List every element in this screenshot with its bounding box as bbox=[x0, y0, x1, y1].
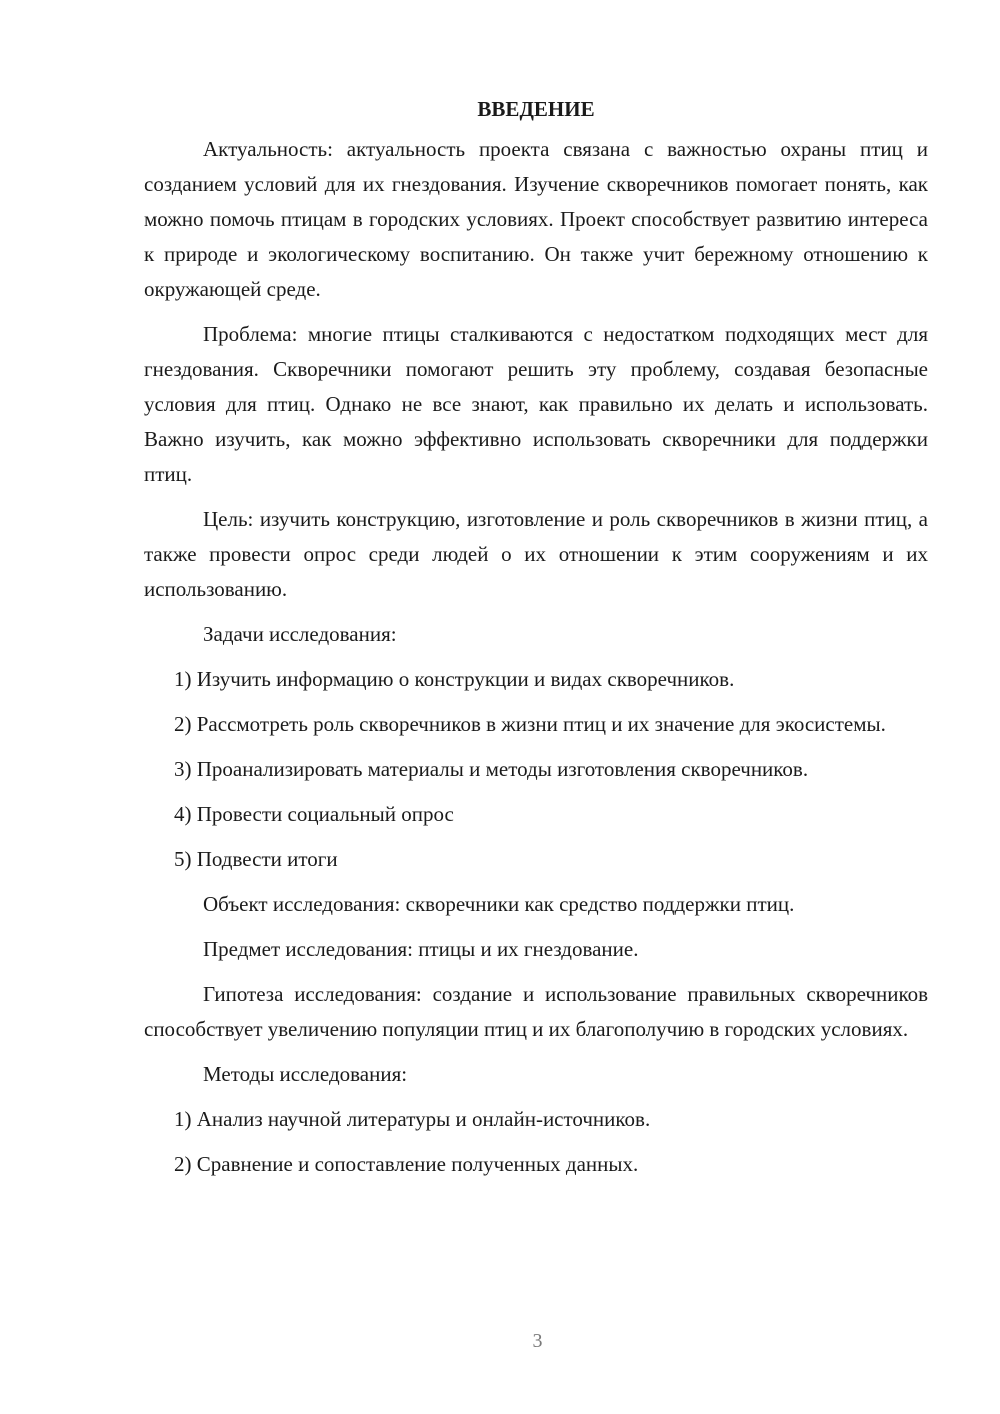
problem-paragraph: Проблема: многие птицы сталкиваются с недостатком подходящих мест для гнездования. Скворечники помогают решить эту проблему, создавая безопасные условия для птиц. Однако не все знают, как правильно их делать и использовать. Важно изучить, как можно эффективно использовать скворечники для поддержки птиц. bbox=[144, 322, 928, 486]
section-heading: ВВЕДЕНИЕ bbox=[477, 97, 595, 121]
document-page bbox=[144, 88, 928, 1192]
task-item-4: 4) Провести социальный опрос bbox=[174, 802, 454, 826]
task-item-5: 5) Подвести итоги bbox=[174, 847, 338, 871]
task-item-2: 2) Рассмотреть роль скворечников в жизни птиц и их значение для экосистемы. bbox=[174, 712, 886, 736]
methods-title: Методы исследования: bbox=[203, 1062, 408, 1086]
page-number: 3 bbox=[532, 1330, 543, 1352]
task-item-1: 1) Изучить информацию о конструкции и видах скворечников. bbox=[174, 667, 735, 691]
method-item-1: 1) Анализ научной литературы и онлайн-источников. bbox=[174, 1107, 651, 1131]
goal-paragraph: Цель: изучить конструкцию, изготовление и роль скворечников в жизни птиц, а также провести опрос среди людей о их отношении к этим сооружениям и их использованию. bbox=[144, 507, 928, 601]
hypothesis-paragraph: Гипотеза исследования: создание и использование правильных скворечников способствует увеличению популяции птиц и их благополучию в городских условиях. bbox=[144, 982, 928, 1041]
subject-paragraph: Предмет исследования: птицы и их гнездование. bbox=[203, 937, 639, 961]
method-item-2: 2) Сравнение и сопоставление полученных данных. bbox=[174, 1152, 639, 1176]
tasks-title: Задачи исследования: bbox=[203, 622, 397, 646]
task-item-3: 3) Проанализировать материалы и методы изготовления скворечников. bbox=[174, 757, 809, 781]
relevance-paragraph: Актуальность: актуальность проекта связана с важностью охраны птиц и созданием условий для их гнездования. Изучение скворечников помогает понять, как можно помочь птицам в городских условиях. Проект способствует развитию интереса к природе и экологическому воспитанию. Он также учит бережному отношению к окружающей среде. bbox=[144, 137, 928, 301]
object-paragraph: Объект исследования: скворечники как средство поддержки птиц. bbox=[203, 892, 795, 916]
